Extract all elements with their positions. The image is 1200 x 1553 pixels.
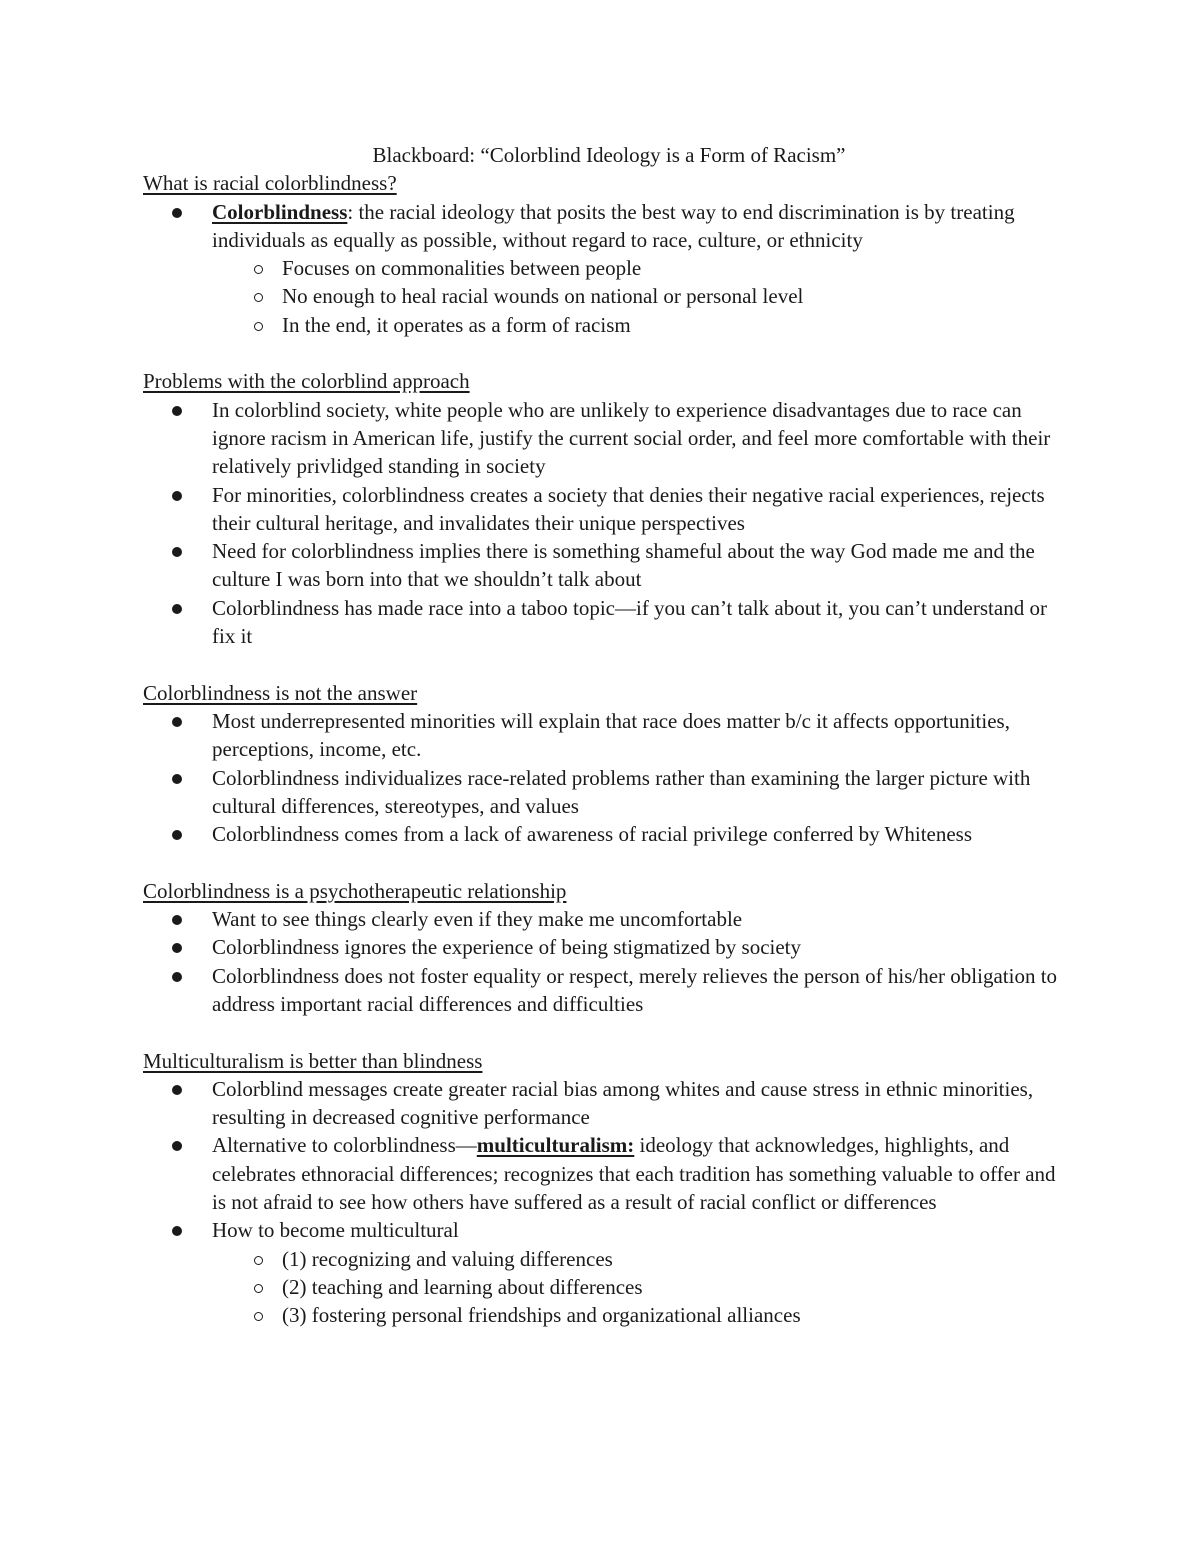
bullet-text: Colorblindness comes from a lack of awareness of racial privilege conferred by Whiteness: [212, 822, 973, 847]
section-psychotherapeutic: [143, 877, 1073, 1018]
bullet-item: [143, 198, 1073, 339]
section-heading: What is racial colorblindness?: [143, 171, 397, 196]
bullet-item: [143, 820, 1073, 848]
bullet-icon: [172, 915, 182, 925]
term-colorblindness: Colorblindness: [212, 199, 348, 224]
bullet-item: [143, 707, 1073, 764]
sub-item: [212, 254, 1073, 282]
bullet-text: Colorblindness has made race into a taboo topic—if you can’t talk about it, you can’t understand or fix it: [212, 595, 1047, 649]
bullet-icon: [172, 491, 182, 501]
section-heading: Problems with the colorblind approach: [143, 369, 470, 394]
bullet-text: : the racial ideology that posits the best way to end discrimination is by treating individuals as equally as possible, without regard to race, culture, or ethnicity: [212, 199, 1015, 252]
bullet-item: [143, 396, 1073, 481]
spacer: [143, 1018, 1073, 1046]
sub-item: [212, 1245, 1073, 1273]
bullet-item: [143, 962, 1073, 1019]
circle-bullet-icon: [254, 265, 263, 274]
bullet-icon: [172, 943, 182, 953]
bullet-icon: [172, 1085, 182, 1095]
bullet-icon: [172, 717, 182, 727]
bullet-item: [143, 1131, 1073, 1216]
term-multiculturalism: multiculturalism:: [476, 1133, 635, 1158]
sub-item-text: In the end, it operates as a form of racism: [282, 312, 631, 337]
sub-list: [212, 1245, 1073, 1330]
bullet-item: [143, 481, 1073, 538]
bullet-item: [143, 933, 1073, 961]
section-heading: Colorblindness is a psychotherapeutic relationship: [143, 878, 567, 903]
sub-item-text: Focuses on commonalities between people: [282, 256, 642, 281]
bullet-icon: [172, 406, 182, 416]
bullet-list: [143, 198, 1073, 339]
bullet-icon: [172, 1141, 182, 1151]
section-multiculturalism: [143, 1047, 1073, 1330]
bullet-list: [143, 1075, 1073, 1330]
bullet-text: Need for colorblindness implies there is something shameful about the way God made me and the culture I was born into that we shouldn’t talk about: [212, 539, 1035, 592]
bullet-icon: [172, 547, 182, 557]
bullet-text: For minorities, colorblindness creates a society that denies their negative racial experiences, rejects their cultural heritage, and invalidates their unique perspectives: [212, 482, 1045, 535]
sub-item: [212, 282, 1073, 310]
sub-item-text: (2) teaching and learning about differences: [282, 1274, 643, 1299]
spacer: [143, 650, 1073, 678]
bullet-item: [143, 1216, 1073, 1329]
sub-item-text: No enough to heal racial wounds on national or personal level: [282, 284, 804, 309]
bullet-item: [143, 905, 1073, 933]
bullet-text: Colorblind messages create greater racial bias among whites and cause stress in ethnic minorities, resulting in decreased cognitive performance: [212, 1076, 1034, 1130]
section-not-the-answer: [143, 679, 1073, 849]
circle-bullet-icon: [254, 1284, 263, 1293]
bullet-icon: [172, 830, 182, 840]
bullet-icon: [172, 972, 182, 982]
document-page: [143, 141, 1073, 1329]
bullet-icon: [172, 604, 182, 614]
sub-item-text: (3) fostering personal friendships and organizational alliances: [282, 1303, 801, 1328]
section-problems: [143, 367, 1073, 650]
bullet-text: Most underrepresented minorities will explain that race does matter b/c it affects opportunities, perceptions, income, etc.: [212, 708, 1010, 762]
sub-item-text: (1) recognizing and valuing differences: [282, 1246, 613, 1271]
circle-bullet-icon: [254, 1312, 263, 1321]
section-heading: Multiculturalism is better than blindness: [143, 1048, 483, 1073]
section-racial-colorblindness: [143, 169, 1073, 339]
sub-item: [212, 1301, 1073, 1329]
bullet-item: [143, 1075, 1073, 1132]
sub-item: [212, 1273, 1073, 1301]
bullet-icon: [172, 774, 182, 784]
bullet-item: [143, 764, 1073, 821]
sub-item: [212, 311, 1073, 339]
sub-list: [212, 254, 1073, 339]
bullet-text: Colorblindness individualizes race-related problems rather than examining the larger picture with cultural differences, stereotypes, and values: [212, 765, 1031, 818]
circle-bullet-icon: [254, 322, 263, 331]
spacer: [143, 848, 1073, 876]
section-heading: Colorblindness is not the answer: [143, 680, 418, 705]
bullet-list: [143, 396, 1073, 651]
bullet-icon: [172, 208, 182, 218]
bullet-icon: [172, 1226, 182, 1236]
circle-bullet-icon: [254, 1256, 263, 1265]
bullet-item: [143, 594, 1073, 651]
bullet-text: ideology that acknowledges, highlights, and celebrates ethnoracial differences; recognizes that each tradition has something valuable to offer and is not afraid to see how others have suffered as a result of racial conflict or differences: [212, 1133, 1056, 1214]
circle-bullet-icon: [254, 293, 263, 302]
document-title: Blackboard: “Colorblind Ideology is a Form of Racism”: [372, 143, 846, 167]
bullet-prefix: Alternative to colorblindness—: [212, 1133, 477, 1158]
bullet-item: [143, 537, 1073, 594]
spacer: [143, 339, 1073, 367]
bullet-list: [143, 707, 1073, 848]
bullet-text: In colorblind society, white people who are unlikely to experience disadvantages due to race can ignore racism in American life, justify the current social order, and feel more comfortable with their relatively privlidged standing in society: [212, 397, 1051, 479]
bullet-list: [143, 905, 1073, 1018]
bullet-text: Colorblindness ignores the experience of being stigmatized by society: [212, 935, 802, 960]
bullet-text: Want to see things clearly even if they make me uncomfortable: [212, 907, 743, 932]
bullet-text: Colorblindness does not foster equality or respect, merely relieves the person of his/her obligation to address important racial differences and difficulties: [212, 963, 1058, 1016]
bullet-text: How to become multicultural: [212, 1218, 459, 1243]
